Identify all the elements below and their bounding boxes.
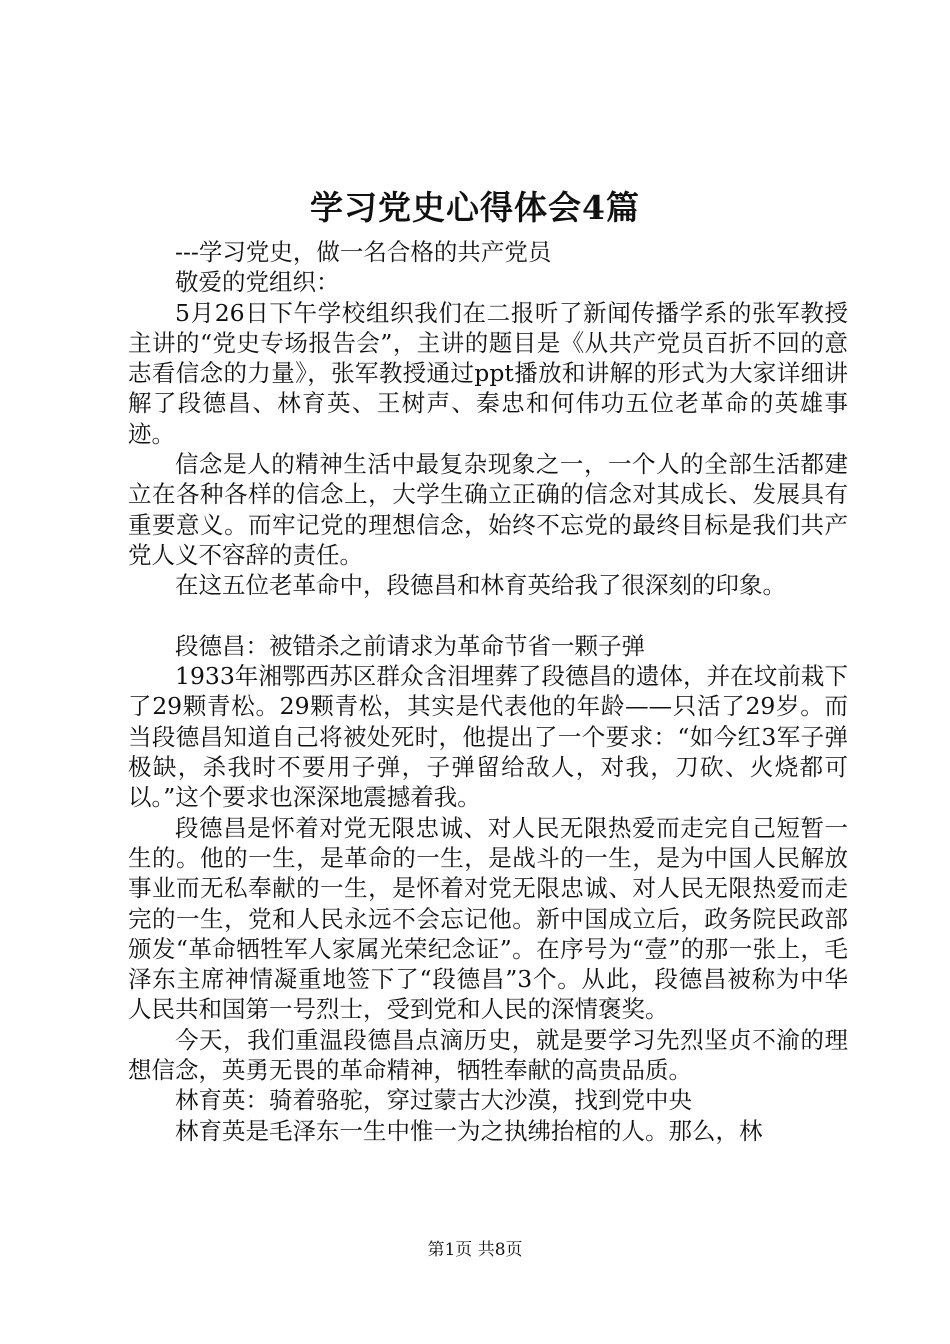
subtitle-line: ---学习党史，做一名合格的共产党员 — [175, 238, 552, 266]
paragraph: 林育英是毛泽东一生中惟一为之执绋抬棺的人。那么，林 — [175, 1116, 763, 1145]
paragraph: 信念是人的精神生活中最复杂现象之一，一个人的全部生活都建立在各种各样的信念上，大学生确立正确的信念对其成长、发展具有重要意义。而牢记党的理想信念，始终不忘党的最终目标是我们共产党人义不容辞的责任。 — [128, 450, 848, 569]
document-body — [128, 237, 848, 1146]
section-heading: 林育英：骑着骆驼，穿过蒙古大沙漠，找到党中央 — [175, 1086, 692, 1115]
salutation: 敬爱的党组织： — [175, 268, 340, 297]
paragraph: 今天，我们重温段德昌点滴历史，就是要学习先烈坚贞不渝的理想信念，英勇无畏的革命精神，牺牲奉献的高贵品质。 — [128, 1025, 848, 1085]
paragraph: 在这五位老革命中，段德昌和林育英给我了很深刻的印象。 — [175, 571, 786, 600]
section-heading: 段德昌：被错杀之前请求为革命节省一颗子弹 — [175, 631, 645, 660]
paragraph: 5月26日下午学校组织我们在二报听了新闻传播学系的张军教授主讲的“党史专场报告会”，主讲的题目是《从共产党员百折不回的意志看信念的力量》，张军教授通过ppt播放和讲解的形式为大家详细讲解了段德昌、林育英、王树声、秦忠和何伟功五位老革命的英雄事迹。 — [128, 298, 848, 448]
blank-line — [128, 601, 848, 631]
paragraph: 1933年湘鄂西苏区群众含泪埋葬了段德昌的遗体，并在坟前栽下了29颗青松。29颗青松，其实是代表他的年龄——只活了29岁。而当段德昌知道自己将被处死时，他提出了一个要求：“如今红3军子弹极缺，杀我时不要用子弹，子弹留给敌人，对我，刀砍、火烧都可以。”这个要求也深深地震撼着我。 — [128, 662, 848, 812]
document-title: 学习党史心得体会4篇 — [310, 188, 640, 227]
page-footer: 第1页 共8页 — [427, 1240, 523, 1260]
paragraph: 段德昌是怀着对党无限忠诚、对人民无限热爱而走完自己短暂一生的。他的一生，是革命的一生，是战斗的一生，是为中国人民解放事业而无私奉献的一生，是怀着对党无限忠诚、对人民无限热爱而走完的一生，党和人民永远不会忘记他。新中国成立后，政务院民政部颁发“革命牺牲军人家属光荣纪念证”。在序号为“壹”的那一张上，毛泽东主席神情凝重地签下了“段德昌”3个。从此，段德昌被称为中华人民共和国第一号烈士，受到党和人民的深情褒奖。 — [128, 813, 848, 1024]
